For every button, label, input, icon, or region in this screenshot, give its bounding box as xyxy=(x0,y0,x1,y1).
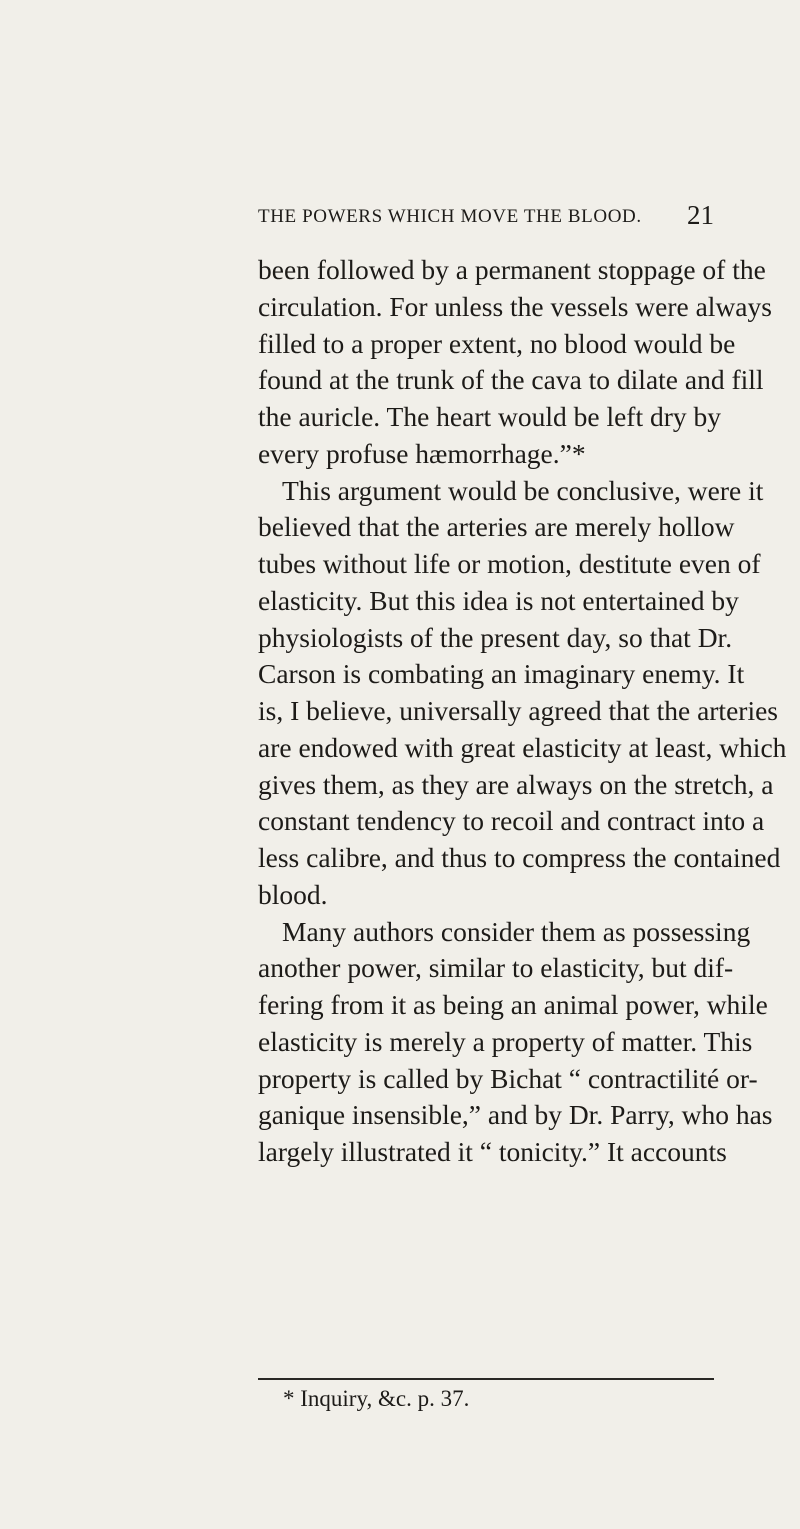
text-line: another power, similar to elasticity, but dif- xyxy=(258,952,734,984)
text-line: circulation. For unless the vessels were always xyxy=(258,290,772,322)
text-line: fering from it as being an animal power, while xyxy=(258,989,768,1020)
text-line: constant tendency to recoil and contract into a xyxy=(258,805,765,837)
text-line: believed that the arteries are merely hollow xyxy=(258,511,735,543)
text-line: less calibre, and thus to compress the contained xyxy=(258,842,781,873)
text-line: been followed by a permanent stoppage of the xyxy=(258,254,766,285)
text-line: elasticity is merely a property of matter. This xyxy=(258,1025,753,1057)
footnote: * Inquiry, &c. p. 37. xyxy=(283,1386,470,1411)
footnote-rule xyxy=(258,1378,714,1380)
text-line: is, I believe, universally agreed that the arteries xyxy=(258,695,778,726)
text-line: the auricle. The heart would be left dry by xyxy=(258,401,722,432)
text-line: are endowed with great elasticity at least, which xyxy=(258,731,787,763)
text-line: gives them, as they are always on the stretch, a xyxy=(258,768,774,800)
text-line: every profuse hæmorrhage.”* xyxy=(258,437,586,469)
text-line: This argument would be conclusive, were it xyxy=(282,474,764,506)
running-title: THE POWERS WHICH MOVE THE BLOOD. xyxy=(258,206,642,227)
text-line: filled to a proper extent, no blood would be xyxy=(258,327,736,359)
text-line: elasticity. But this idea is not entertained by xyxy=(258,584,739,616)
text-line: blood. xyxy=(258,878,328,910)
text-line: physiologists of the present day, so that Dr. xyxy=(258,621,733,653)
text-line: found at the trunk of the cava to dilate and fill xyxy=(258,364,764,396)
text-line: Carson is combating an imaginary enemy. It xyxy=(258,658,745,690)
body-text xyxy=(258,252,787,1171)
text-line: ganique insensible,” and by Dr. Parry, who has xyxy=(258,1099,773,1131)
text-line: largely illustrated it “ tonicity.” It accounts xyxy=(258,1136,727,1167)
text-line: Many authors consider them as possessing xyxy=(282,915,751,947)
text-line: property is called by Bichat “ contractilité or- xyxy=(258,1062,758,1094)
text-line: tubes without life or motion, destitute even of xyxy=(258,548,761,579)
running-header xyxy=(258,200,714,240)
page-number: 21 xyxy=(687,200,714,230)
